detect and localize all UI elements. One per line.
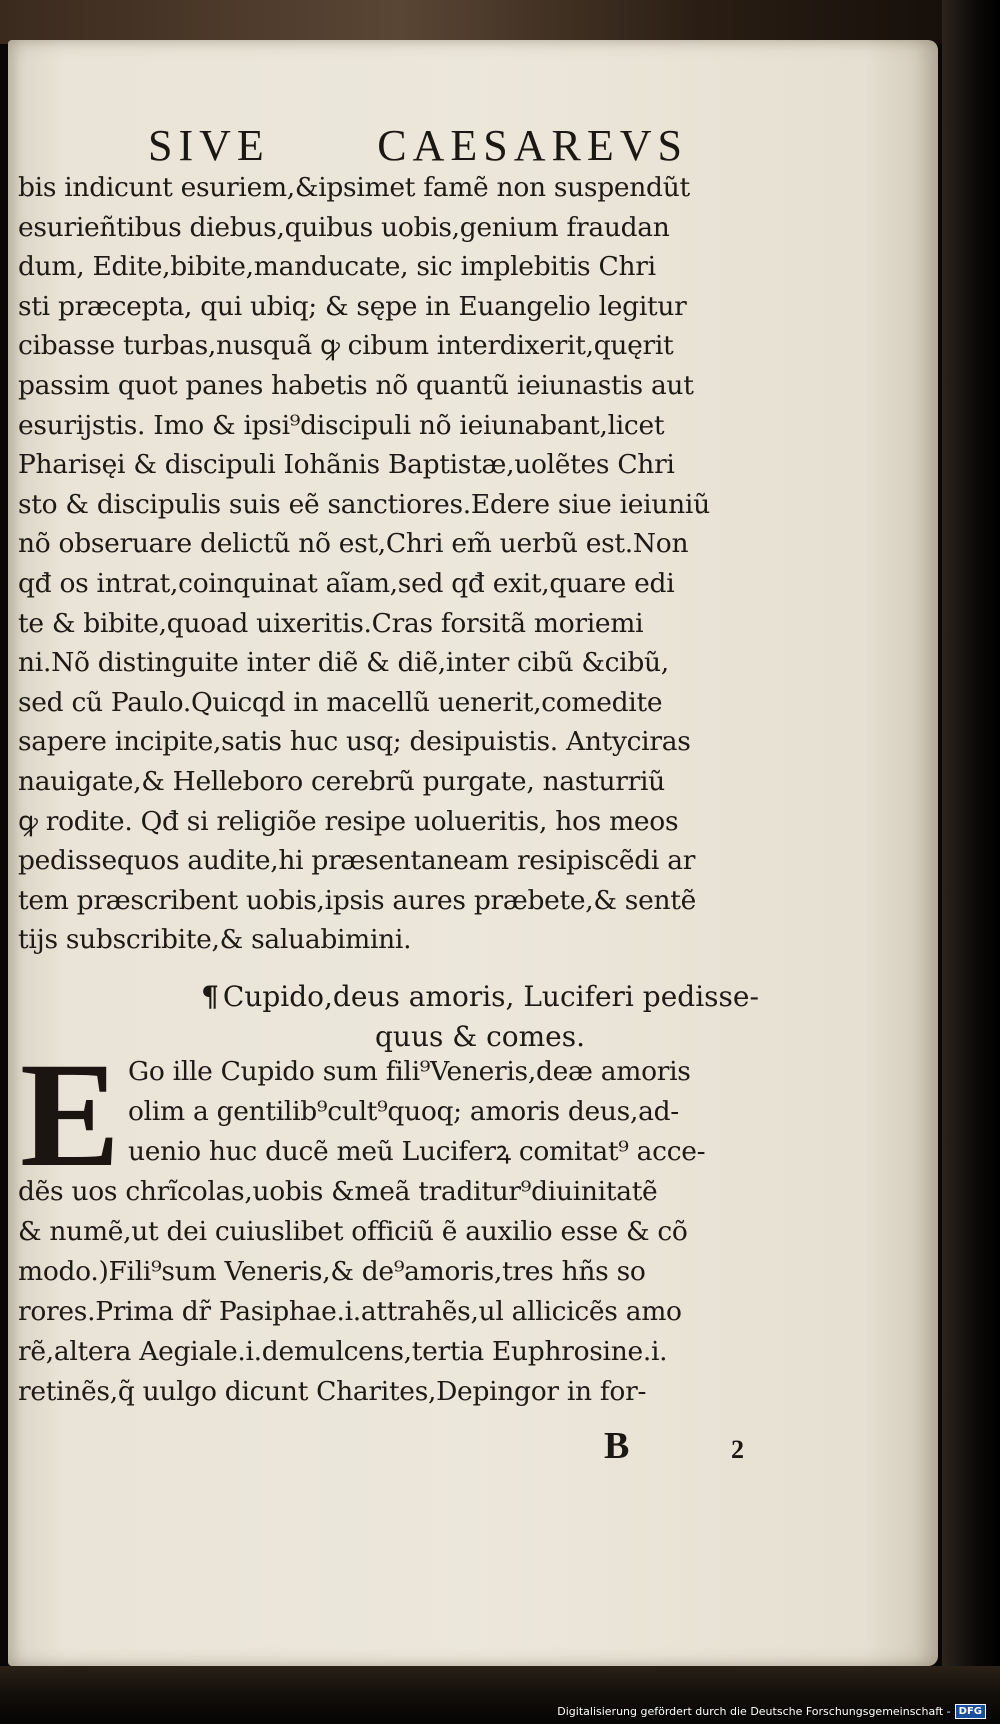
text-line: rores.Prima dr̃ Pasiphae.i.attrahẽs,ul allicicẽs amo <box>18 1296 682 1327</box>
dfg-logo-icon: DFG <box>955 1704 986 1719</box>
section-heading <box>120 977 840 1057</box>
running-head <box>148 120 688 171</box>
heading-line-1: Cupido,deus amoris, Luciferi pedisse- <box>222 980 759 1013</box>
text-line: sto & discipulis suis eẽ sanctiores.Edere siue ieiuniũ <box>18 488 710 520</box>
signature-mark <box>604 1424 744 1468</box>
text-line: ꝙ rodite. Qđ si religiõe resipe uolueritis, hos meos <box>18 805 679 837</box>
text-line: sti præcepta, qui ubiq; & sępe in Euangelio legitur <box>18 290 687 322</box>
text-line: tijs subscribite,& saluabimini. <box>18 924 412 956</box>
credit-text: Digitalisierung gefördert durch die Deutsche Forschungsgemeinschaft - <box>557 1705 951 1718</box>
running-head-left: SIVE <box>148 121 270 170</box>
pilcrow-mark: ¶ <box>201 980 219 1013</box>
text-line: Pharisęi & discipuli Iohãnis Baptistæ,uolẽtes Chri <box>18 449 675 481</box>
text-line: modo.)Fili⁹sum Veneris,& de⁹amoris,tres hñs so <box>18 1256 646 1287</box>
text-line: sapere incipite,satis huc usq; desipuistis. Antyciras <box>18 726 691 758</box>
text-line: nauigate,& Helleboro cerebrũ purgate, nasturriũ <box>18 765 665 797</box>
text-line: olim a gentilib⁹cult⁹quoq; amoris deus,ad- <box>128 1096 679 1127</box>
text-line: te & bibite,quoad uixeritis.Cras forsitã moriemi <box>18 607 644 639</box>
text-line: esurieñtibus diebus,quibus uobis,genium fraudan <box>18 211 670 243</box>
text-line: Go ille Cupido sum fili⁹Veneris,deæ amoris <box>128 1056 691 1087</box>
text-line: ni.Nõ distinguite inter diẽ & diẽ,inter cibũ &cibũ, <box>18 647 669 679</box>
drop-cap-initial: E <box>20 1032 121 1198</box>
body-text <box>18 168 818 960</box>
text-line: tem præscribent uobis,ipsis aures præbete,& sentẽ <box>18 884 696 916</box>
book-edge-top <box>0 0 1000 44</box>
text-line: dẽs uos chrĩcolas,uobis &meã traditur⁹diuinitatẽ <box>18 1176 658 1207</box>
digitization-credit <box>557 1704 986 1719</box>
text-line: rẽ,altera Aegiale.i.demulcens,tertia Euphrosine.i. <box>18 1336 668 1367</box>
text-line: esurijstis. Imo & ipsi⁹discipuli nõ ieiunabant,licet <box>18 409 665 441</box>
text-line: bis indicunt esuriem,&ipsimet famẽ non suspendũt <box>18 172 690 203</box>
paragraph-continuation <box>18 1172 818 1412</box>
text-line: retinẽs,q̃ uulgo dicunt Charites,Depingor in for- <box>18 1376 647 1407</box>
text-line: passim quot panes habetis nõ quantũ ieiunastis aut <box>18 369 694 401</box>
running-head-right: CAESAREVS <box>377 121 688 170</box>
text-line: nõ obseruare delictũ nõ est,Chri em̃ uerbũ est.Non <box>18 528 689 560</box>
heading-line-2: quus & comes. <box>374 1020 585 1053</box>
text-line: qđ os intrat,coinquinat aĩam,sed qđ exit,quare edi <box>18 567 675 599</box>
text-line: cibasse turbas,nusquã ꝙ cibum interdixerit,quęrit <box>18 330 674 362</box>
signature-letter: B <box>604 1425 630 1467</box>
signature-number: 2 <box>731 1435 744 1464</box>
initial-paragraph-lines <box>128 1052 828 1172</box>
text-line: pedissequos audite,hi præsentaneam resipiscẽdi ar <box>18 845 696 877</box>
text-line: & numẽ,ut dei cuiuslibet officiũ ẽ auxilio esse & cõ <box>18 1216 688 1247</box>
book-edge-right <box>942 0 1000 1724</box>
text-line: uenio huc ducẽ meũ Luciferꝝ comitat⁹ acce- <box>128 1136 706 1167</box>
text-line: sed cũ Paulo.Quicqd in macellũ uenerit,comedite <box>18 686 663 718</box>
text-line: dum, Edite,bibite,manducate, sic implebitis Chri <box>18 251 656 283</box>
